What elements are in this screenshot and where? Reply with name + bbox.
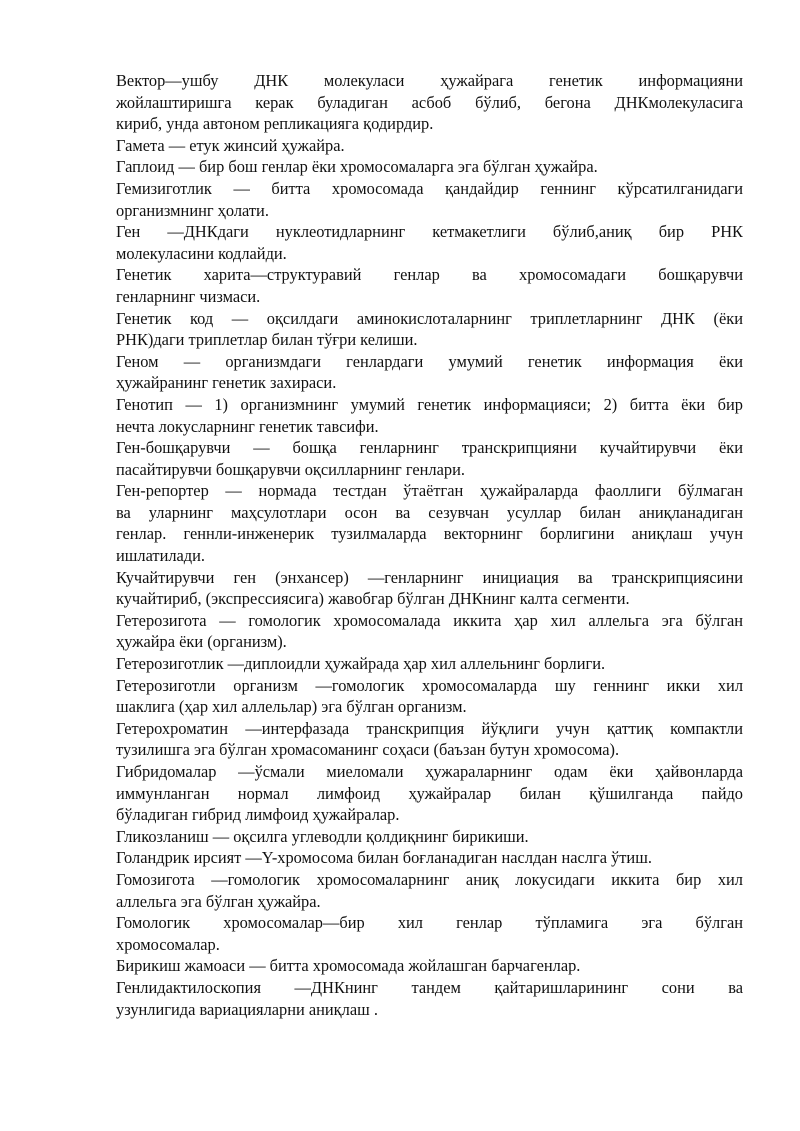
text-line: Гетерозигота — гомологик хромосомалада иккита ҳар хил аллельга эга бўлган bbox=[116, 610, 743, 630]
text-line: Гибридомалар —ўсмали миеломали ҳужараларнинг одам ёки ҳайвонларда bbox=[116, 762, 743, 781]
glossary-entry bbox=[116, 394, 743, 437]
text-line: Гамета — етук жинсий ҳужайра. bbox=[116, 135, 345, 155]
glossary-entry bbox=[116, 761, 743, 826]
text-line: Геном — организмдаги генлардаги умумий генетик информация ёки bbox=[116, 351, 743, 371]
text-line: генларнинг чизмаси. bbox=[116, 286, 261, 306]
text-line: Гетерозиготлик —диплоидли ҳужайрада ҳар хил аллельнинг борлиги. bbox=[116, 654, 606, 674]
text-line: РНК)даги триплетлар билан тўғри келиши. bbox=[116, 330, 418, 350]
text-line: Гетерохроматин —интерфазада транскрипция йўқлиги учун қаттиқ компактли bbox=[116, 718, 743, 738]
glossary-entry bbox=[116, 351, 743, 394]
text-line: кириб, унда автоном репликацияга қодирдир. bbox=[116, 114, 434, 134]
glossary-entry bbox=[116, 264, 743, 307]
glossary-entry bbox=[116, 610, 743, 653]
text-line: кучайтириб, (экспрессиясига) жавобгар бўлган ДНКнинг калта сегменти. bbox=[116, 589, 630, 609]
text-line: Ген-репортер — нормада тестдан ўтаётган ҳужайраларда фаоллиги бўлмаган bbox=[116, 481, 743, 501]
text-line: шаклига (ҳар хил аллельлар) эга бўлган организм. bbox=[116, 697, 467, 717]
text-line: Кучайтирувчи ген (энхансер) —генларнинг инициация ва транскрипциясини bbox=[116, 567, 743, 587]
glossary-entry bbox=[116, 977, 743, 1020]
text-line: Вектор—ушбу ДНК молекуласи ҳужайрага генетик информацияни bbox=[116, 71, 743, 90]
text-line: организмнинг ҳолати. bbox=[116, 200, 269, 220]
glossary-entry bbox=[116, 437, 743, 480]
glossary-entry bbox=[116, 70, 743, 135]
glossary-entry bbox=[116, 955, 743, 977]
text-line: Голандрик ирсият —Y-хромосома билан боғланадиган наслдан наслга ўтиш. bbox=[116, 848, 652, 868]
text-line: Генлидактилоскопия —ДНКнинг тандем қайтаришларининг сони ва bbox=[116, 977, 743, 997]
text-line: Гомологик хромосомалар—бир хил генлар тўпламига эга бўлган bbox=[116, 913, 743, 933]
glossary-entry bbox=[116, 567, 743, 610]
text-line: ҳужайранинг генетик захираси. bbox=[116, 373, 337, 393]
text-line: иммунланган нормал лимфоид ҳужайралар билан қўшилганда пайдо bbox=[116, 783, 743, 803]
document-page bbox=[116, 70, 743, 1020]
text-line: Генетик харита—структуравий генлар ва хромосомадаги бошқарувчи bbox=[116, 265, 743, 285]
text-line: Гомозигота —гомологик хромосомаларнинг аниқ локусидаги иккита бир хил bbox=[116, 869, 743, 889]
text-line: тузилишга эга бўлган хромасоманинг соҳаси (баъзан бутун хромосома). bbox=[116, 740, 620, 760]
text-line: Генетик код — оқсилдаги аминокислоталарнинг триплетларнинг ДНК (ёки bbox=[116, 308, 743, 328]
text-line: Гаплоид — бир бош генлар ёки хромосомаларга эга бўлган ҳужайра. bbox=[116, 157, 598, 177]
text-line: Ген —ДНКдаги нуклеотидларнинг кетмакетлиги бўлиб,аниқ бир РНК bbox=[116, 222, 743, 242]
text-line: аллельга эга бўлган ҳужайра. bbox=[116, 891, 321, 911]
text-line: Гликозланиш — оқсилга углеводли қолдиқнинг бирикиши. bbox=[116, 826, 529, 846]
glossary-entry bbox=[116, 653, 743, 675]
glossary-entry bbox=[116, 912, 743, 955]
text-line: Ген-бошқарувчи — бошқа генларнинг транскрипцияни кучайтирувчи ёки bbox=[116, 438, 743, 458]
text-line: хромосомалар. bbox=[116, 934, 220, 954]
glossary-entry bbox=[116, 135, 743, 157]
glossary-entry bbox=[116, 308, 743, 351]
glossary-entry bbox=[116, 675, 743, 718]
text-line: генлар. геннли-инженерик тузилмаларда векторнинг борлигини аниқлаш учун bbox=[116, 524, 743, 544]
glossary-entry bbox=[116, 221, 743, 264]
text-line: ҳужайра ёки (организм). bbox=[116, 632, 287, 652]
glossary-entry bbox=[116, 826, 743, 848]
text-line: Генотип — 1) организмнинг умумий генетик информацияси; 2) битта ёки бир bbox=[116, 394, 743, 414]
glossary-entry bbox=[116, 156, 743, 178]
glossary-entry bbox=[116, 718, 743, 761]
text-line: бўладиган гибрид лимфоид ҳужайралар. bbox=[116, 805, 400, 825]
text-line: узунлигида вариацияларни аниқлаш . bbox=[116, 999, 378, 1019]
text-line: молекуласини кодлайди. bbox=[116, 243, 287, 263]
text-line: Бирикиш жамоаси — битта хромосомада жойлашган барчагенлар. bbox=[116, 956, 581, 976]
text-line: ишлатилади. bbox=[116, 546, 206, 566]
text-line: ва уларнинг маҳсулотлари осон ва сезувчан усуллар билан аниқланадиган bbox=[116, 502, 743, 522]
text-line: нечта локусларнинг генетик тавсифи. bbox=[116, 416, 379, 436]
glossary-entry bbox=[116, 869, 743, 912]
glossary-entry bbox=[116, 178, 743, 221]
glossary-entry bbox=[116, 480, 743, 566]
text-line: жойлаштиришга керак буладиган асбоб бўлиб, бегона ДНКмолекуласига bbox=[116, 92, 743, 112]
text-line: Гетерозиготли организм —гомологик хромосомаларда шу геннинг икки хил bbox=[116, 675, 743, 695]
glossary-entry bbox=[116, 847, 743, 869]
text-line: Гемизиготлик — битта хромосомада қандайдир геннинг кўрсатилганидаги bbox=[116, 178, 743, 198]
text-line: пасайтирувчи бошқарувчи оқсилларнинг генлари. bbox=[116, 459, 465, 479]
